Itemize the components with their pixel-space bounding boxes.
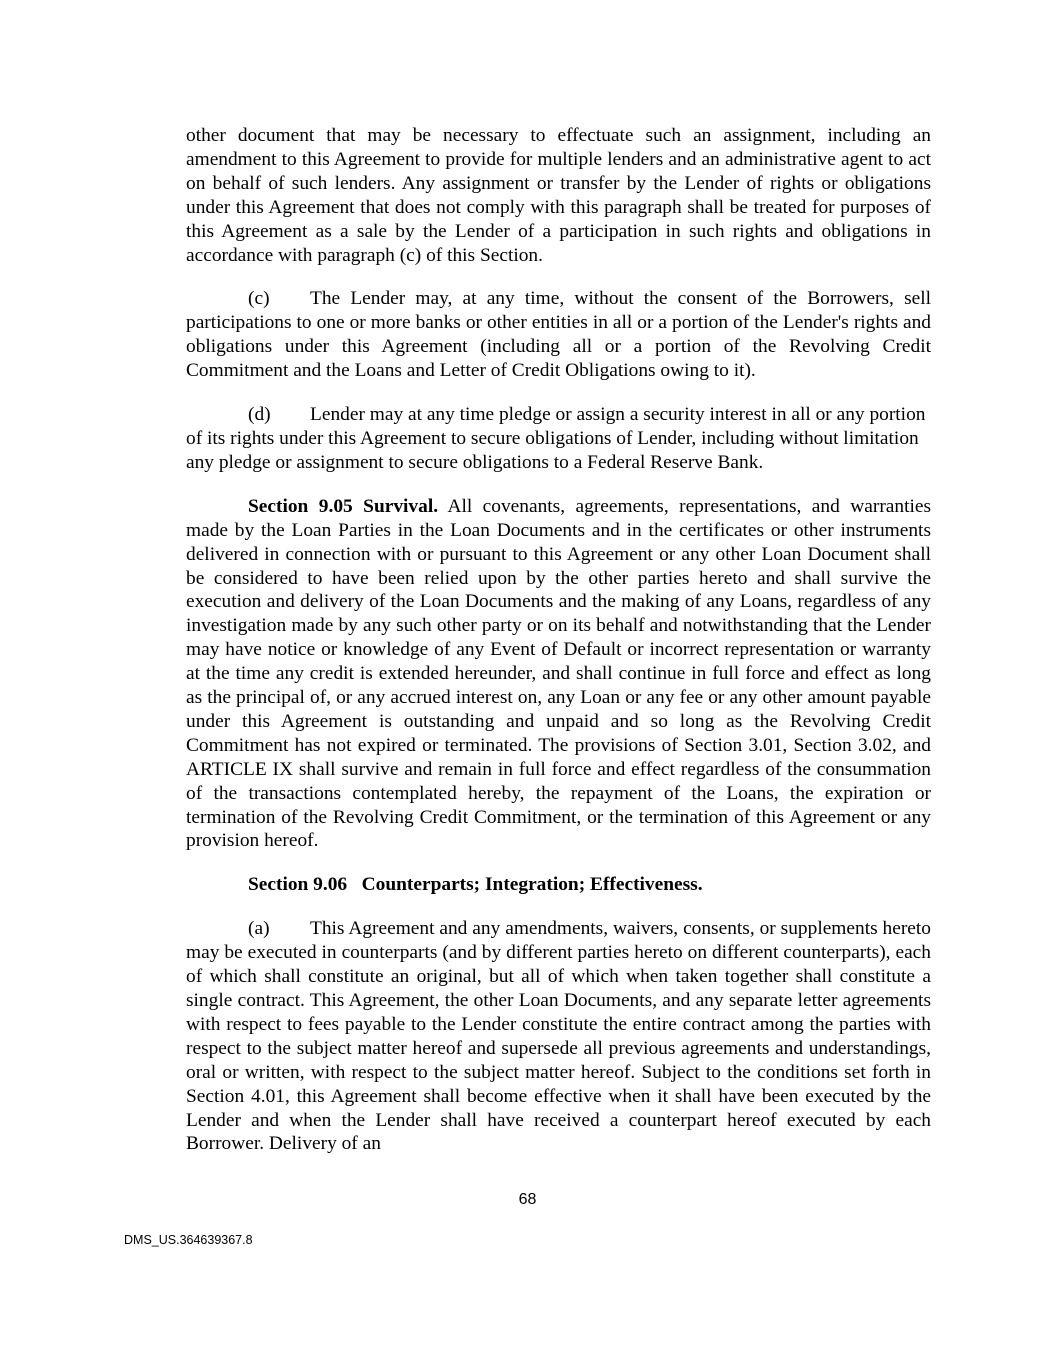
paragraph-a: [186, 917, 931, 1156]
paragraph-a-text: This Agreement and any amendments, waivers, consents, or supplements hereto may be executed in counterparts (and by different parties hereto on different counterparts), each of which shall constitute an original, but all of which when taken together shall constitute a single contract. This Agreement, the other Loan Documents, and any separate letter agreements with respect to fees payable to the Lender constitute the entire contract among the parties with respect to the subject matter hereof and supersede all previous agreements and understandings, oral or written, with respect to the subject matter hereof. Subject to the conditions set forth in Section 4.01, this Agreement shall become effective when it shall have been executed by the Lender and when the Lender shall have received a counterpart hereof executed by each Borrower. Delivery of an: [186, 918, 931, 1155]
section-9-06-number: Section 9.06: [248, 874, 348, 896]
paragraph-d-label: (d): [248, 404, 271, 426]
section-9-06-title: Counterparts; Integration; Effectiveness.: [361, 874, 703, 896]
section-9-06-heading: [186, 873, 931, 897]
section-9-05-text: All covenants, agreements, representations, and warranties made by the Loan Parties in the Loan Documents and in the certificates or other instruments delivered in connection with or pursuant to this Agreement or any other Loan Document shall be considered to have been relied upon by the other parties hereto and shall survive the execution and delivery of the Loan Documents and the making of any Loans, regardless of any investigation made by any such other party or on its behalf and notwithstanding that the Lender may have notice or knowledge of any Event of Default or incorrect representation or warranty at the time any credit is extended hereunder, and shall continue in full force and effect as long as the principal of, or any accrued interest on, any Loan or any fee or any other amount payable under this Agreement is outstanding and unpaid and so long as the Revolving Credit Commitment has not expired or terminated. The provisions of Section 3.01, Section 3.02, and ARTICLE IX shall survive and remain in full force and effect regardless of the consummation of the transactions contemplated hereby, the repayment of the Loans, the expiration or termination of the Revolving Credit Commitment, or the termination of this Agreement or any provision hereof.: [186, 495, 931, 852]
paragraph-c-text: The Lender may, at any time, without the consent of the Borrowers, sell participations to one or more banks or other entities in all or a portion of the Lender's rights and obligations under this Agreement (including all or a portion of the Revolving Credit Commitment and the Loans and Letter of Credit Obligations owing to it).: [186, 288, 931, 382]
page-number: 68: [518, 1191, 537, 1208]
paragraph-c: [186, 287, 931, 383]
paragraph-a-label: (a): [248, 918, 270, 940]
section-9-05: [186, 495, 931, 854]
paragraph-d-text: Lender may at any time pledge or assign a security interest in all or any portion of its rights under this Agreement to secure obligations of Lender, including without limitation any pledge or assignment to secure obligations to a Federal Reserve Bank.: [186, 404, 926, 473]
section-9-05-heading: Section 9.05 Survival.: [248, 495, 439, 517]
paragraph-d: [186, 403, 931, 475]
paragraph-c-label: (c): [248, 288, 270, 310]
document-body: [186, 124, 931, 1176]
document-id: DMS_US.364639367.8: [124, 1233, 253, 1247]
paragraph-continuation: other document that may be necessary to effectuate such an assignment, including an amendment to this Agreement to provide for multiple lenders and an administrative agent to act on behalf of such lenders. Any assignment or transfer by the Lender of rights or obligations under this Agreement that does not comply with this paragraph shall be treated for purposes of this Agreement as a sale by the Lender of a participation in such rights and obligations in accordance with paragraph (c) of this Section.: [186, 125, 931, 266]
